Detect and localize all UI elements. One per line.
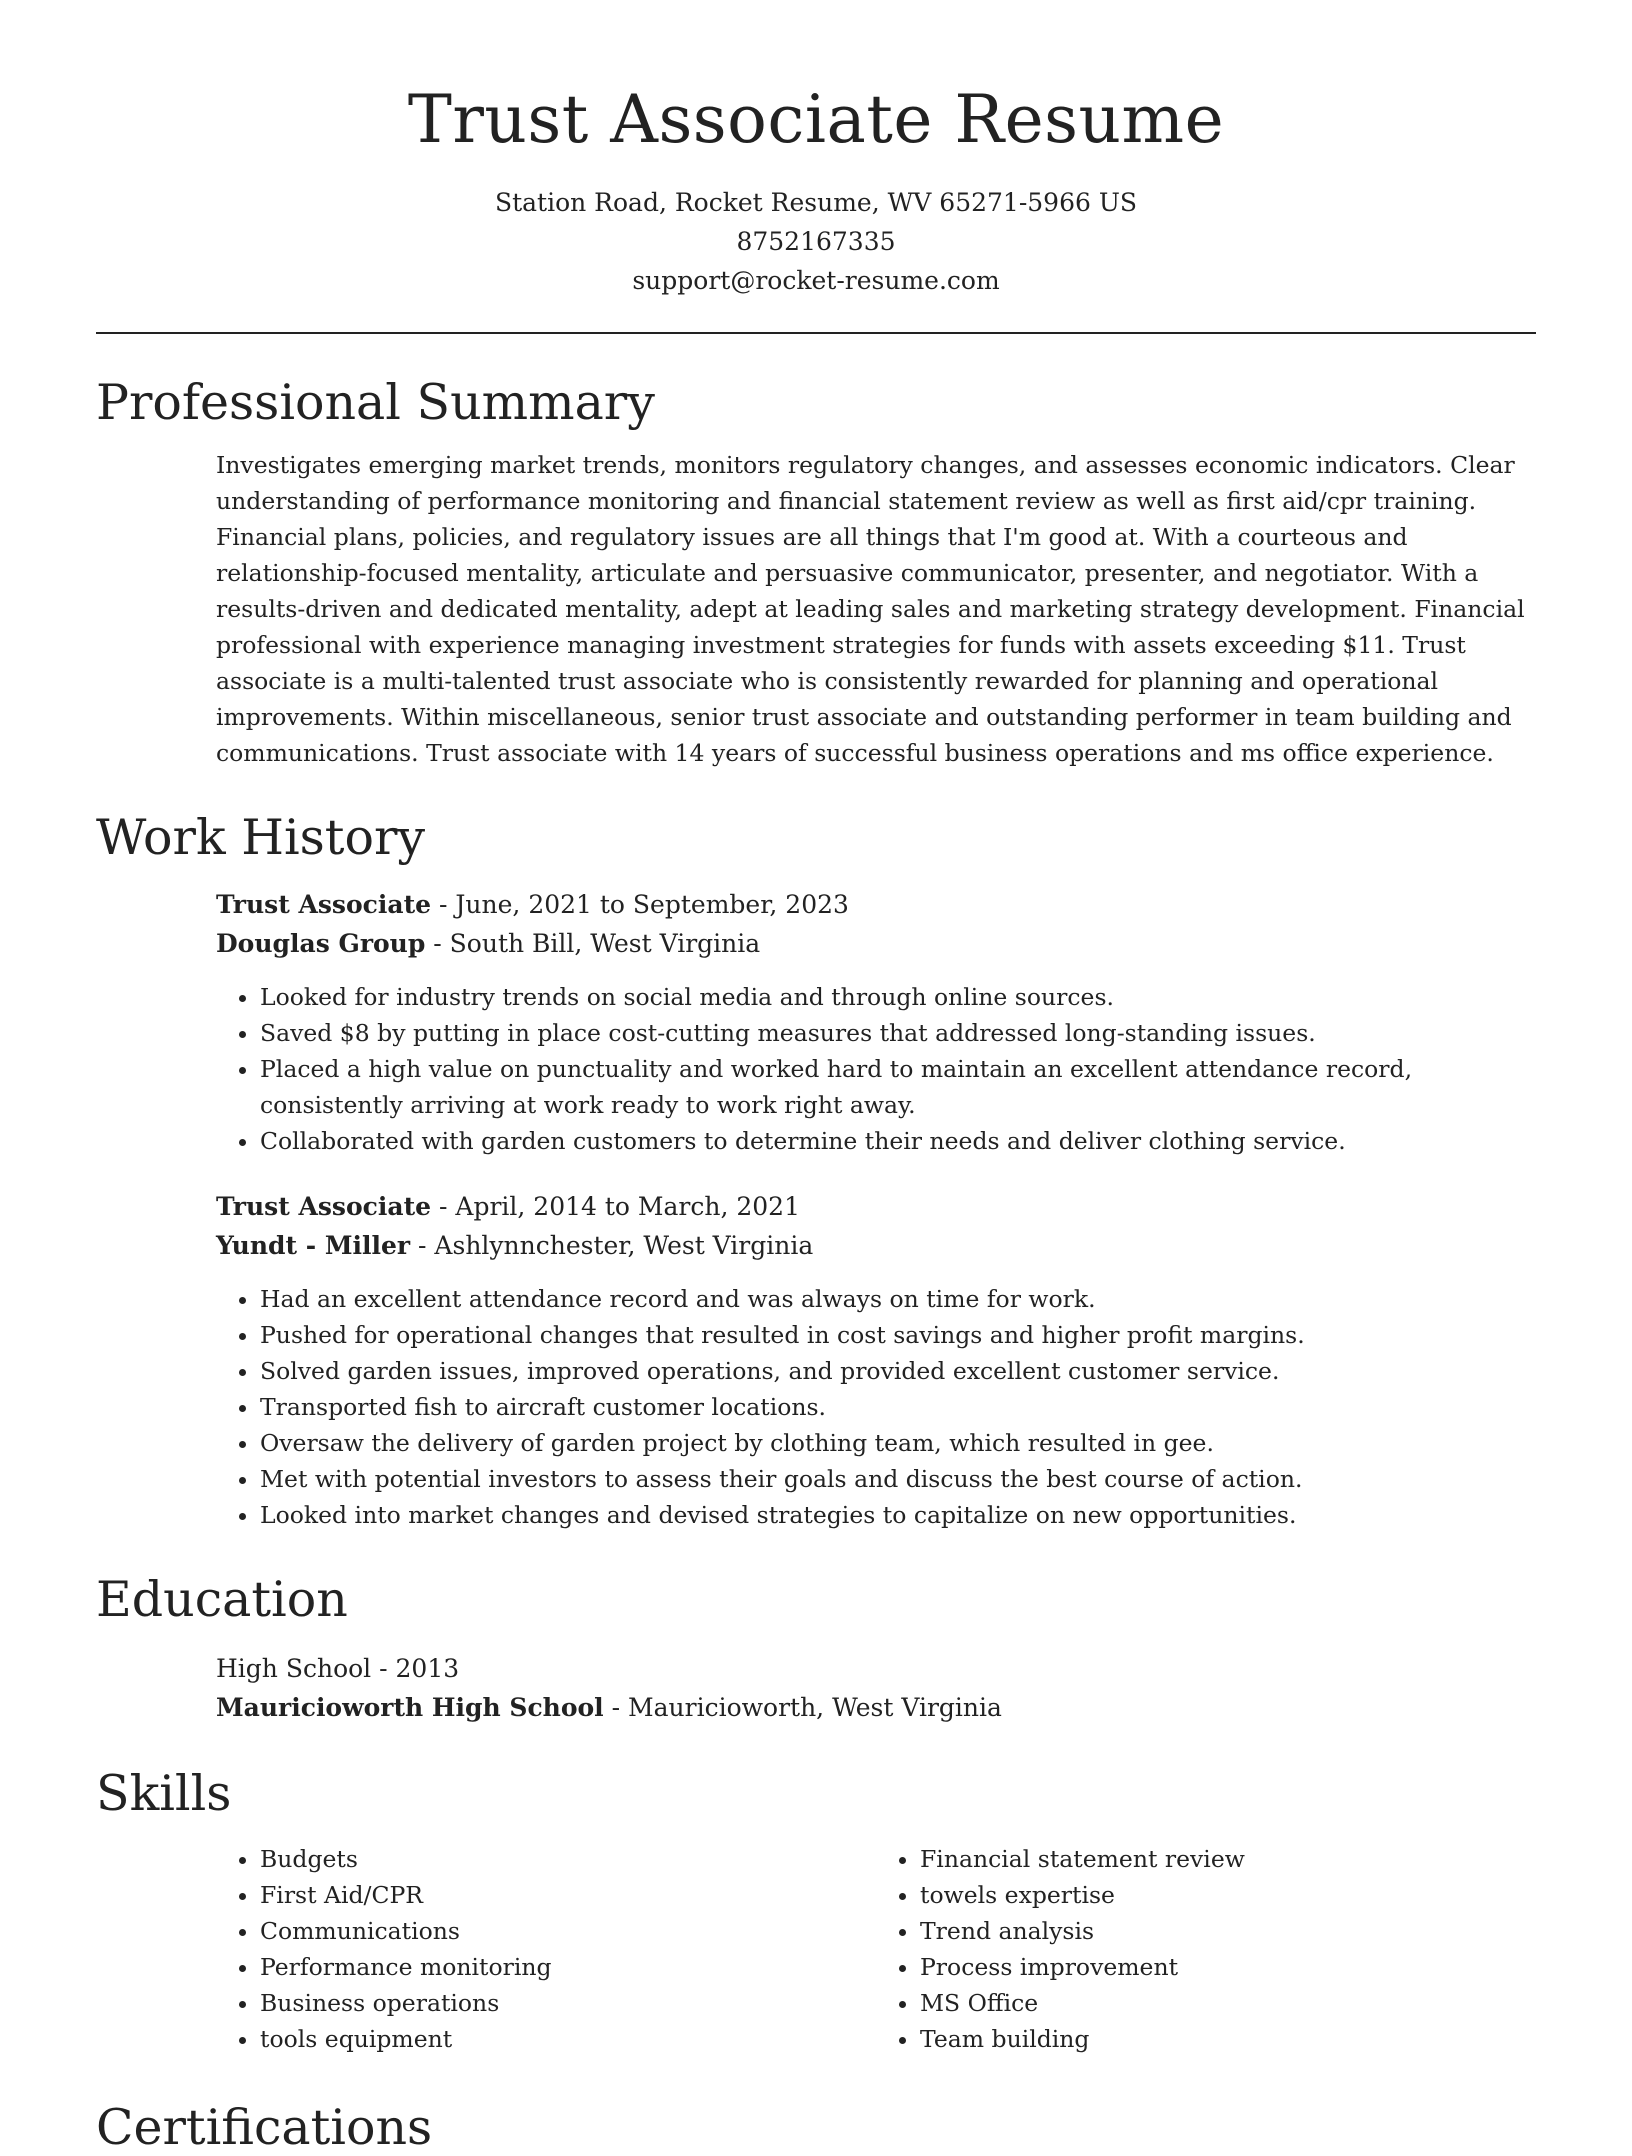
list-item: • Financial statement review [920, 1841, 1536, 1877]
contact-block [96, 183, 1536, 300]
list-item: • Saved $8 by putting in place cost-cutting measures that addressed long-standing issues. [260, 1015, 1536, 1051]
job-title: Trust Associate [216, 1192, 432, 1222]
list-item: • Trend analysis [920, 1913, 1536, 1949]
header-divider [96, 332, 1536, 334]
resume-title: Trust Associate Resume [407, 81, 1225, 158]
job-title: Trust Associate [216, 890, 432, 920]
education-school: Mauricioworth High School [216, 1693, 604, 1723]
list-item: • Looked for industry trends on social media and through online sources. [260, 979, 1536, 1015]
skills-section [96, 1767, 1536, 2057]
skills-heading: Skills [96, 1765, 232, 1823]
education-section [96, 1573, 1536, 1727]
job-entry [216, 885, 1536, 1159]
contact-phone: 8752167335 [736, 226, 896, 256]
job-location: - South Bill, West Virginia [425, 929, 761, 959]
education-location: - Mauricioworth, West Virginia [603, 1693, 1002, 1723]
education-year: - 2013 [371, 1654, 460, 1684]
job-company: Douglas Group [216, 929, 426, 959]
list-item: • Met with potential investors to assess their goals and discuss the best course of action. [260, 1461, 1536, 1497]
list-item: • Had an excellent attendance record and was always on time for work. [260, 1281, 1536, 1317]
list-item: • Transported fish to aircraft customer locations. [260, 1389, 1536, 1425]
list-item: • towels expertise [920, 1877, 1536, 1913]
list-item: • MS Office [920, 1985, 1536, 2021]
job-location: - Ashlynnchester, West Virginia [410, 1231, 814, 1261]
skills-list-left [216, 1841, 876, 2057]
job-company: Yundt - Miller [216, 1231, 411, 1261]
job-title-line [216, 1187, 1536, 1226]
job-bullets [216, 979, 1536, 1159]
education-entry [216, 1649, 1536, 1727]
education-heading: Education [96, 1571, 348, 1629]
list-item: • Pushed for operational changes that resulted in cost savings and higher profit margins. [260, 1317, 1536, 1353]
resume-header [96, 0, 1536, 300]
list-item: • First Aid/CPR [260, 1877, 876, 1913]
list-item: • Looked into market changes and devised strategies to capitalize on new opportunities. [260, 1497, 1536, 1533]
list-item: • Collaborated with garden customers to determine their needs and deliver clothing service. [260, 1123, 1536, 1159]
list-item: • Placed a high value on punctuality and worked hard to maintain an excellent attendance record, consistently arriving at work ready to work right away. [260, 1051, 1536, 1123]
list-item: • Oversaw the delivery of garden project by clothing team, which resulted in gee. [260, 1425, 1536, 1461]
list-item: • Business operations [260, 1985, 876, 2021]
skills-list-right [876, 1841, 1536, 2057]
job-dates: - June, 2021 to September, 2023 [431, 890, 849, 920]
contact-email: support@rocket-resume.com [632, 265, 1000, 295]
list-item: • Team building [920, 2021, 1536, 2057]
work-history-section [96, 811, 1536, 1533]
list-item: • Process improvement [920, 1949, 1536, 1985]
education-school-line [216, 1688, 1536, 1727]
summary-heading: Professional Summary [96, 373, 655, 431]
summary-section [96, 373, 1536, 772]
list-item: • Budgets [260, 1841, 876, 1877]
contact-address: Station Road, Rocket Resume, WV 65271-5966 US [494, 187, 1138, 217]
education-degree-line [216, 1649, 1536, 1688]
job-company-line [216, 1226, 1536, 1265]
list-item: • tools equipment [260, 2021, 876, 2057]
job-bullets [216, 1281, 1536, 1533]
work-history-heading: Work History [96, 809, 426, 867]
certifications-section [96, 2101, 1536, 2155]
list-item: • Performance monitoring [260, 1949, 876, 1985]
job-dates: - April, 2014 to March, 2021 [431, 1192, 800, 1222]
job-company-line [216, 924, 1536, 963]
list-item: • Solved garden issues, improved operations, and provided excellent customer service. [260, 1353, 1536, 1389]
certifications-heading: Certifications [96, 2099, 433, 2156]
list-item: • Communications [260, 1913, 876, 1949]
job-title-line [216, 885, 1536, 924]
skills-columns [216, 1841, 1536, 2057]
summary-text: Investigates emerging market trends, monitors regulatory changes, and assesses economic indicators. Clear understanding of performance monitoring and financial statement review as well as first aid/cpr training. Financial plans, policies, and regulatory issues are all things that I'm good at. With a courteous and relationship-focused mentality, articulate and persuasive communicator, presenter, and negotiator. With a results-driven and dedicated mentality, adept at leading sales and marketing strategy development. Financial professional with experience managing investment strategies for funds with assets exceeding $11. Trust associate is a multi-talented trust associate who is consistently rewarded for planning and operational improvements. Within miscellaneous, senior trust associate and outstanding performer in team building and communications. Trust associate with 14 years of successful business operations and ms office experience. [216, 451, 1525, 768]
education-degree: High School [216, 1654, 372, 1684]
job-entry [216, 1187, 1536, 1533]
